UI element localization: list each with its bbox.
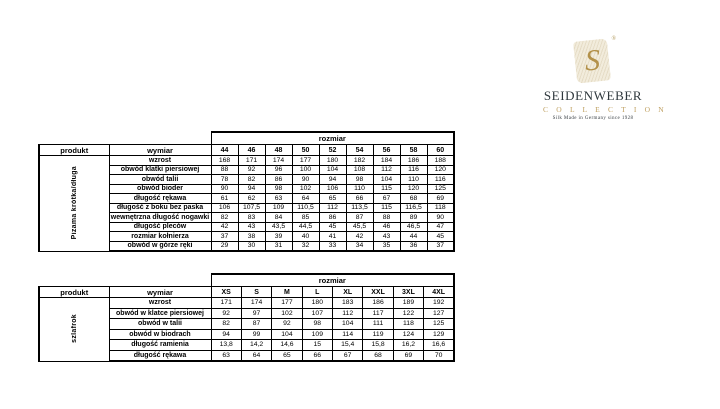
value-cell: 168 (211, 156, 238, 166)
mark-letter: S (583, 43, 601, 78)
value-cell: 114 (333, 329, 363, 340)
value-cell: 118 (427, 203, 454, 213)
value-cell: 13,8 (211, 340, 241, 351)
value-cell: 109 (302, 329, 332, 340)
measurement-label: obwód talii (109, 175, 211, 185)
value-cell: 88 (373, 213, 400, 223)
measurement-label: obwód klatki piersiowej (109, 165, 211, 175)
value-cell: 113,5 (346, 203, 373, 213)
value-cell: 68 (363, 350, 393, 361)
value-cell: 35 (373, 241, 400, 251)
value-cell: 85 (292, 213, 319, 223)
measurement-label: długość rękawa (109, 194, 211, 204)
size-col-header: 50 (292, 145, 319, 156)
size-table-pajamas (38, 131, 455, 252)
value-cell: 82 (211, 213, 238, 223)
brand-logo (543, 36, 667, 121)
value-cell: 96 (265, 165, 292, 175)
value-cell: 39 (265, 232, 292, 242)
value-cell: 64 (292, 194, 319, 204)
value-cell: 89 (400, 213, 427, 223)
value-cell: 45 (427, 232, 454, 242)
value-cell: 88 (211, 165, 238, 175)
value-cell: 107 (302, 308, 332, 319)
value-cell: 98 (346, 175, 373, 185)
value-cell: 118 (393, 319, 423, 330)
size-col-header: 52 (319, 145, 346, 156)
value-cell: 127 (424, 308, 454, 319)
value-cell: 90 (292, 175, 319, 185)
value-cell: 177 (272, 298, 302, 309)
value-cell: 186 (400, 156, 427, 166)
value-cell: 186 (363, 298, 393, 309)
value-cell: 122 (393, 308, 423, 319)
value-cell: 183 (333, 298, 363, 309)
measurement-label: rozmiar kołnierza (109, 232, 211, 242)
value-cell: 99 (241, 329, 271, 340)
spacer-cell (39, 132, 211, 145)
value-cell: 37 (427, 241, 454, 251)
value-cell: 182 (346, 156, 373, 166)
rozmiar-header: rozmiar (211, 274, 454, 287)
value-cell: 184 (373, 156, 400, 166)
value-cell: 66 (346, 194, 373, 204)
value-cell: 46 (373, 222, 400, 232)
product-label-text: Pizama krótka/długa (70, 165, 78, 239)
product-label-text: szlafrok (70, 313, 78, 343)
measurement-label: obwód w górze ręki (109, 241, 211, 251)
value-cell: 62 (238, 194, 265, 204)
value-cell: 44,5 (292, 222, 319, 232)
value-cell: 108 (346, 165, 373, 175)
value-cell: 42 (211, 222, 238, 232)
value-cell: 116 (400, 165, 427, 175)
value-cell: 15,8 (363, 340, 393, 351)
value-cell: 66 (302, 350, 332, 361)
size-col-header: 60 (427, 145, 454, 156)
size-col-header: 58 (400, 145, 427, 156)
value-cell: 63 (211, 350, 241, 361)
brand-collection: C O L L E C T I O N (543, 105, 667, 114)
value-cell: 125 (427, 184, 454, 194)
measurement-label: długość pleców (109, 222, 211, 232)
value-cell: 104 (333, 319, 363, 330)
value-cell: 30 (238, 241, 265, 251)
value-cell: 45 (319, 222, 346, 232)
size-table-bathrobe (38, 273, 455, 362)
silk-fabric-shape (573, 38, 611, 83)
value-cell: 94 (211, 329, 241, 340)
size-col-header: XXL (363, 287, 393, 298)
value-cell: 90 (211, 184, 238, 194)
measurement-label: obwód w talii (109, 319, 211, 330)
value-cell: 104 (319, 165, 346, 175)
value-cell: 189 (393, 298, 423, 309)
value-cell: 97 (241, 308, 271, 319)
value-cell: 69 (427, 194, 454, 204)
measurement-label: wzrost (109, 156, 211, 166)
value-cell: 171 (238, 156, 265, 166)
value-cell: 15 (302, 340, 332, 351)
value-cell: 94 (238, 184, 265, 194)
value-cell: 70 (424, 350, 454, 361)
value-cell: 106 (319, 184, 346, 194)
measurement-label: wzrost (109, 298, 211, 309)
value-cell: 171 (211, 298, 241, 309)
measurement-label: wewnętrzna długość nogawki (110, 213, 210, 221)
value-cell: 36 (400, 241, 427, 251)
value-cell: 41 (319, 232, 346, 242)
value-cell: 98 (265, 184, 292, 194)
value-cell: 110,5 (292, 203, 319, 213)
value-cell: 63 (265, 194, 292, 204)
value-cell: 106 (211, 203, 238, 213)
value-cell: 44 (400, 232, 427, 242)
value-cell: 180 (319, 156, 346, 166)
value-cell: 40 (292, 232, 319, 242)
value-cell: 94 (319, 175, 346, 185)
value-cell: 43,5 (265, 222, 292, 232)
value-cell: 15,4 (333, 340, 363, 351)
value-cell: 124 (393, 329, 423, 340)
value-cell: 112 (333, 308, 363, 319)
value-cell: 174 (265, 156, 292, 166)
size-col-header: L (302, 287, 332, 298)
value-cell: 82 (211, 319, 241, 330)
value-cell: 83 (238, 213, 265, 223)
value-cell: 107,5 (238, 203, 265, 213)
value-cell: 65 (319, 194, 346, 204)
value-cell: 16,2 (393, 340, 423, 351)
value-cell: 112 (319, 203, 346, 213)
value-cell: 46,5 (400, 222, 427, 232)
measurement-label: długość ramienia (109, 340, 211, 351)
value-cell: 92 (238, 165, 265, 175)
value-cell: 14,6 (272, 340, 302, 351)
silk-mark-icon (574, 36, 616, 84)
value-cell: 111 (363, 319, 393, 330)
value-cell: 87 (241, 319, 271, 330)
value-cell: 87 (346, 213, 373, 223)
size-col-header: 3XL (393, 287, 423, 298)
size-col-header: 56 (373, 145, 400, 156)
measurement-label: obwód w biodrach (109, 329, 211, 340)
value-cell: 84 (265, 213, 292, 223)
value-cell: 104 (373, 175, 400, 185)
value-cell: 64 (241, 350, 271, 361)
value-cell: 92 (211, 308, 241, 319)
size-col-header: 54 (346, 145, 373, 156)
value-cell: 110 (400, 175, 427, 185)
value-cell: 115 (373, 203, 400, 213)
value-cell: 67 (333, 350, 363, 361)
value-cell: 82 (238, 175, 265, 185)
value-cell: 90 (427, 213, 454, 223)
value-cell: 86 (319, 213, 346, 223)
value-cell: 188 (427, 156, 454, 166)
size-col-header: S (241, 287, 271, 298)
value-cell: 16,6 (424, 340, 454, 351)
value-cell: 110 (346, 184, 373, 194)
value-cell: 69 (393, 350, 423, 361)
value-cell: 34 (346, 241, 373, 251)
value-cell: 61 (211, 194, 238, 204)
value-cell: 116,5 (400, 203, 427, 213)
size-col-header: 44 (211, 145, 238, 156)
produkt-header: produkt (39, 287, 109, 298)
value-cell: 125 (424, 319, 454, 330)
value-cell: 115 (373, 184, 400, 194)
value-cell: 102 (272, 308, 302, 319)
value-cell: 67 (373, 194, 400, 204)
value-cell: 109 (265, 203, 292, 213)
product-label-cell (39, 156, 109, 252)
registered-trademark-icon: ® (611, 36, 616, 42)
value-cell: 38 (238, 232, 265, 242)
value-cell: 86 (265, 175, 292, 185)
value-cell: 29 (211, 241, 238, 251)
value-cell: 174 (241, 298, 271, 309)
size-col-header: 4XL (424, 287, 454, 298)
size-col-header: M (272, 287, 302, 298)
product-label-cell (39, 298, 109, 362)
value-cell: 42 (346, 232, 373, 242)
size-col-header: XS (211, 287, 241, 298)
rozmiar-header: rozmiar (211, 132, 454, 145)
measurement-label: długość rękawa (109, 350, 211, 361)
value-cell: 43 (238, 222, 265, 232)
value-cell: 177 (292, 156, 319, 166)
value-cell: 68 (400, 194, 427, 204)
value-cell: 117 (363, 308, 393, 319)
spacer-cell (39, 274, 211, 287)
size-col-header: XL (333, 287, 363, 298)
value-cell: 100 (292, 165, 319, 175)
value-cell: 112 (373, 165, 400, 175)
value-cell: 37 (211, 232, 238, 242)
value-cell: 31 (265, 241, 292, 251)
value-cell: 47 (427, 222, 454, 232)
wymiar-header: wymiar (109, 145, 211, 156)
measurement-label: obwód bioder (109, 184, 211, 194)
value-cell: 116 (427, 175, 454, 185)
value-cell: 45,5 (346, 222, 373, 232)
size-col-header: 48 (265, 145, 292, 156)
size-col-header: 46 (238, 145, 265, 156)
value-cell: 14,2 (241, 340, 271, 351)
value-cell: 119 (363, 329, 393, 340)
value-cell: 120 (400, 184, 427, 194)
measurement-label: długość z boku bez paska (109, 203, 211, 213)
value-cell: 98 (302, 319, 332, 330)
value-cell: 78 (211, 175, 238, 185)
value-cell: 129 (424, 329, 454, 340)
value-cell: 92 (272, 319, 302, 330)
brand-tagline: Silk Made in Germany since 1928 (552, 116, 634, 121)
value-cell: 65 (272, 350, 302, 361)
value-cell: 32 (292, 241, 319, 251)
value-cell: 180 (302, 298, 332, 309)
value-cell: 43 (373, 232, 400, 242)
value-cell: 104 (272, 329, 302, 340)
value-cell: 102 (292, 184, 319, 194)
wymiar-header: wymiar (109, 287, 211, 298)
measurement-label: obwód w klatce piersiowej (109, 308, 211, 319)
brand-name: SEIDENWEBER (543, 88, 643, 103)
value-cell: 33 (319, 241, 346, 251)
produkt-header: produkt (39, 145, 109, 156)
value-cell: 120 (427, 165, 454, 175)
value-cell: 192 (424, 298, 454, 309)
